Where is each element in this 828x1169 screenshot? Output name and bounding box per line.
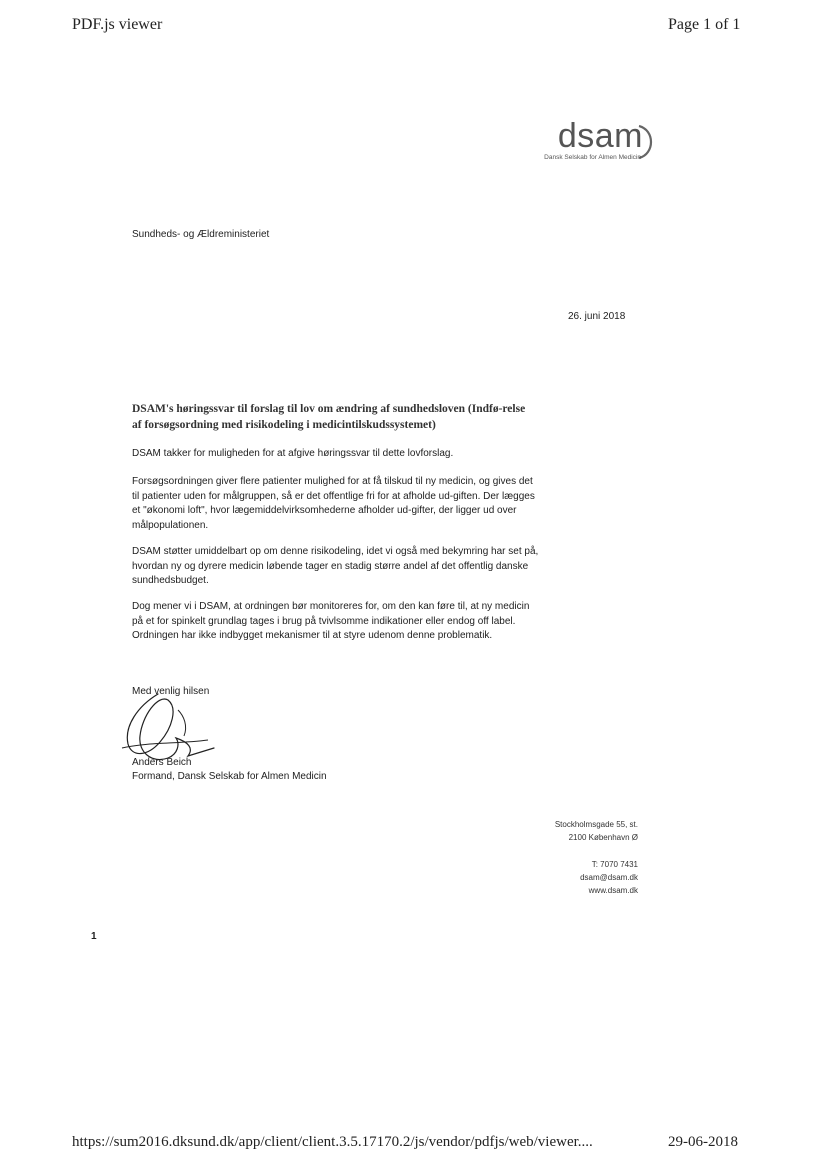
page-indicator: Page 1 of 1 xyxy=(668,16,741,33)
paragraph-1: DSAM takker for muligheden for at afgive høringssvar til dette lovforslag. xyxy=(132,448,454,459)
logo-tagline: Dansk Selskab for Almen Medicin xyxy=(544,154,641,161)
signer-title: Formand, Dansk Selskab for Almen Medicin xyxy=(132,771,327,782)
paragraph-2: Forsøgsordningen giver flere patienter mulighed for at få tilskud til ny medicin, og gives det til patienter uden for målgruppen, så er det offentlige fri for at afholde ud-giften. Der lægges et "økonomi loft", hvor lægemiddelvirksomhederne afholder ud-gifter, der ligger ud over målpopulationen. xyxy=(132,476,535,531)
viewer-title: PDF.js viewer xyxy=(72,16,163,33)
address-city: 2100 København Ø xyxy=(568,833,638,842)
letter-title: DSAM's høringssvar til forslag til lov om ændring af sundhedsloven (Indfø-relse af forsøgsordning med risikodeling i medicintilskudssystemet) xyxy=(132,403,526,431)
closing: Med venlig hilsen xyxy=(132,686,210,697)
dsam-logo xyxy=(505,116,665,176)
logo-wordmark: dsam xyxy=(557,117,643,155)
address-block xyxy=(555,818,638,897)
recipient: Sundheds- og Ældreministeriet xyxy=(132,229,270,240)
paragraph-3: DSAM støtter umiddelbart op om denne risikodeling, idet vi også med bekymring har set på, hvordan ny og dyrere medicin løbende tager en stadig større andel af det offentlig danske sundhedsbudget. xyxy=(132,546,539,586)
address-phone: T: 7070 7431 xyxy=(591,860,638,869)
footer-url: https://sum2016.dksund.dk/app/client/client.3.5.17170.2/js/vendor/pdfjs/web/viewer.... xyxy=(72,1134,593,1150)
address-street: Stockholmsgade 55, st. xyxy=(554,820,638,829)
signer-name: Anders Beich xyxy=(132,757,192,768)
footer-date: 29-06-2018 xyxy=(668,1134,738,1150)
address-web: www.dsam.dk xyxy=(588,886,638,895)
page-number: 1 xyxy=(91,931,97,942)
address-email: dsam@dsam.dk xyxy=(580,873,638,882)
paragraph-4: Dog mener vi i DSAM, at ordningen bør monitoreres for, om den kan føre til, at ny medicin på et for spinkelt grundlag tages i brug på tvivlsomme indikationer eller endog off label. Ordningen har ikke indbygget mekanismer til at styre udenom denne problematik. xyxy=(132,601,530,641)
letter-date: 26. juni 2018 xyxy=(568,311,626,322)
